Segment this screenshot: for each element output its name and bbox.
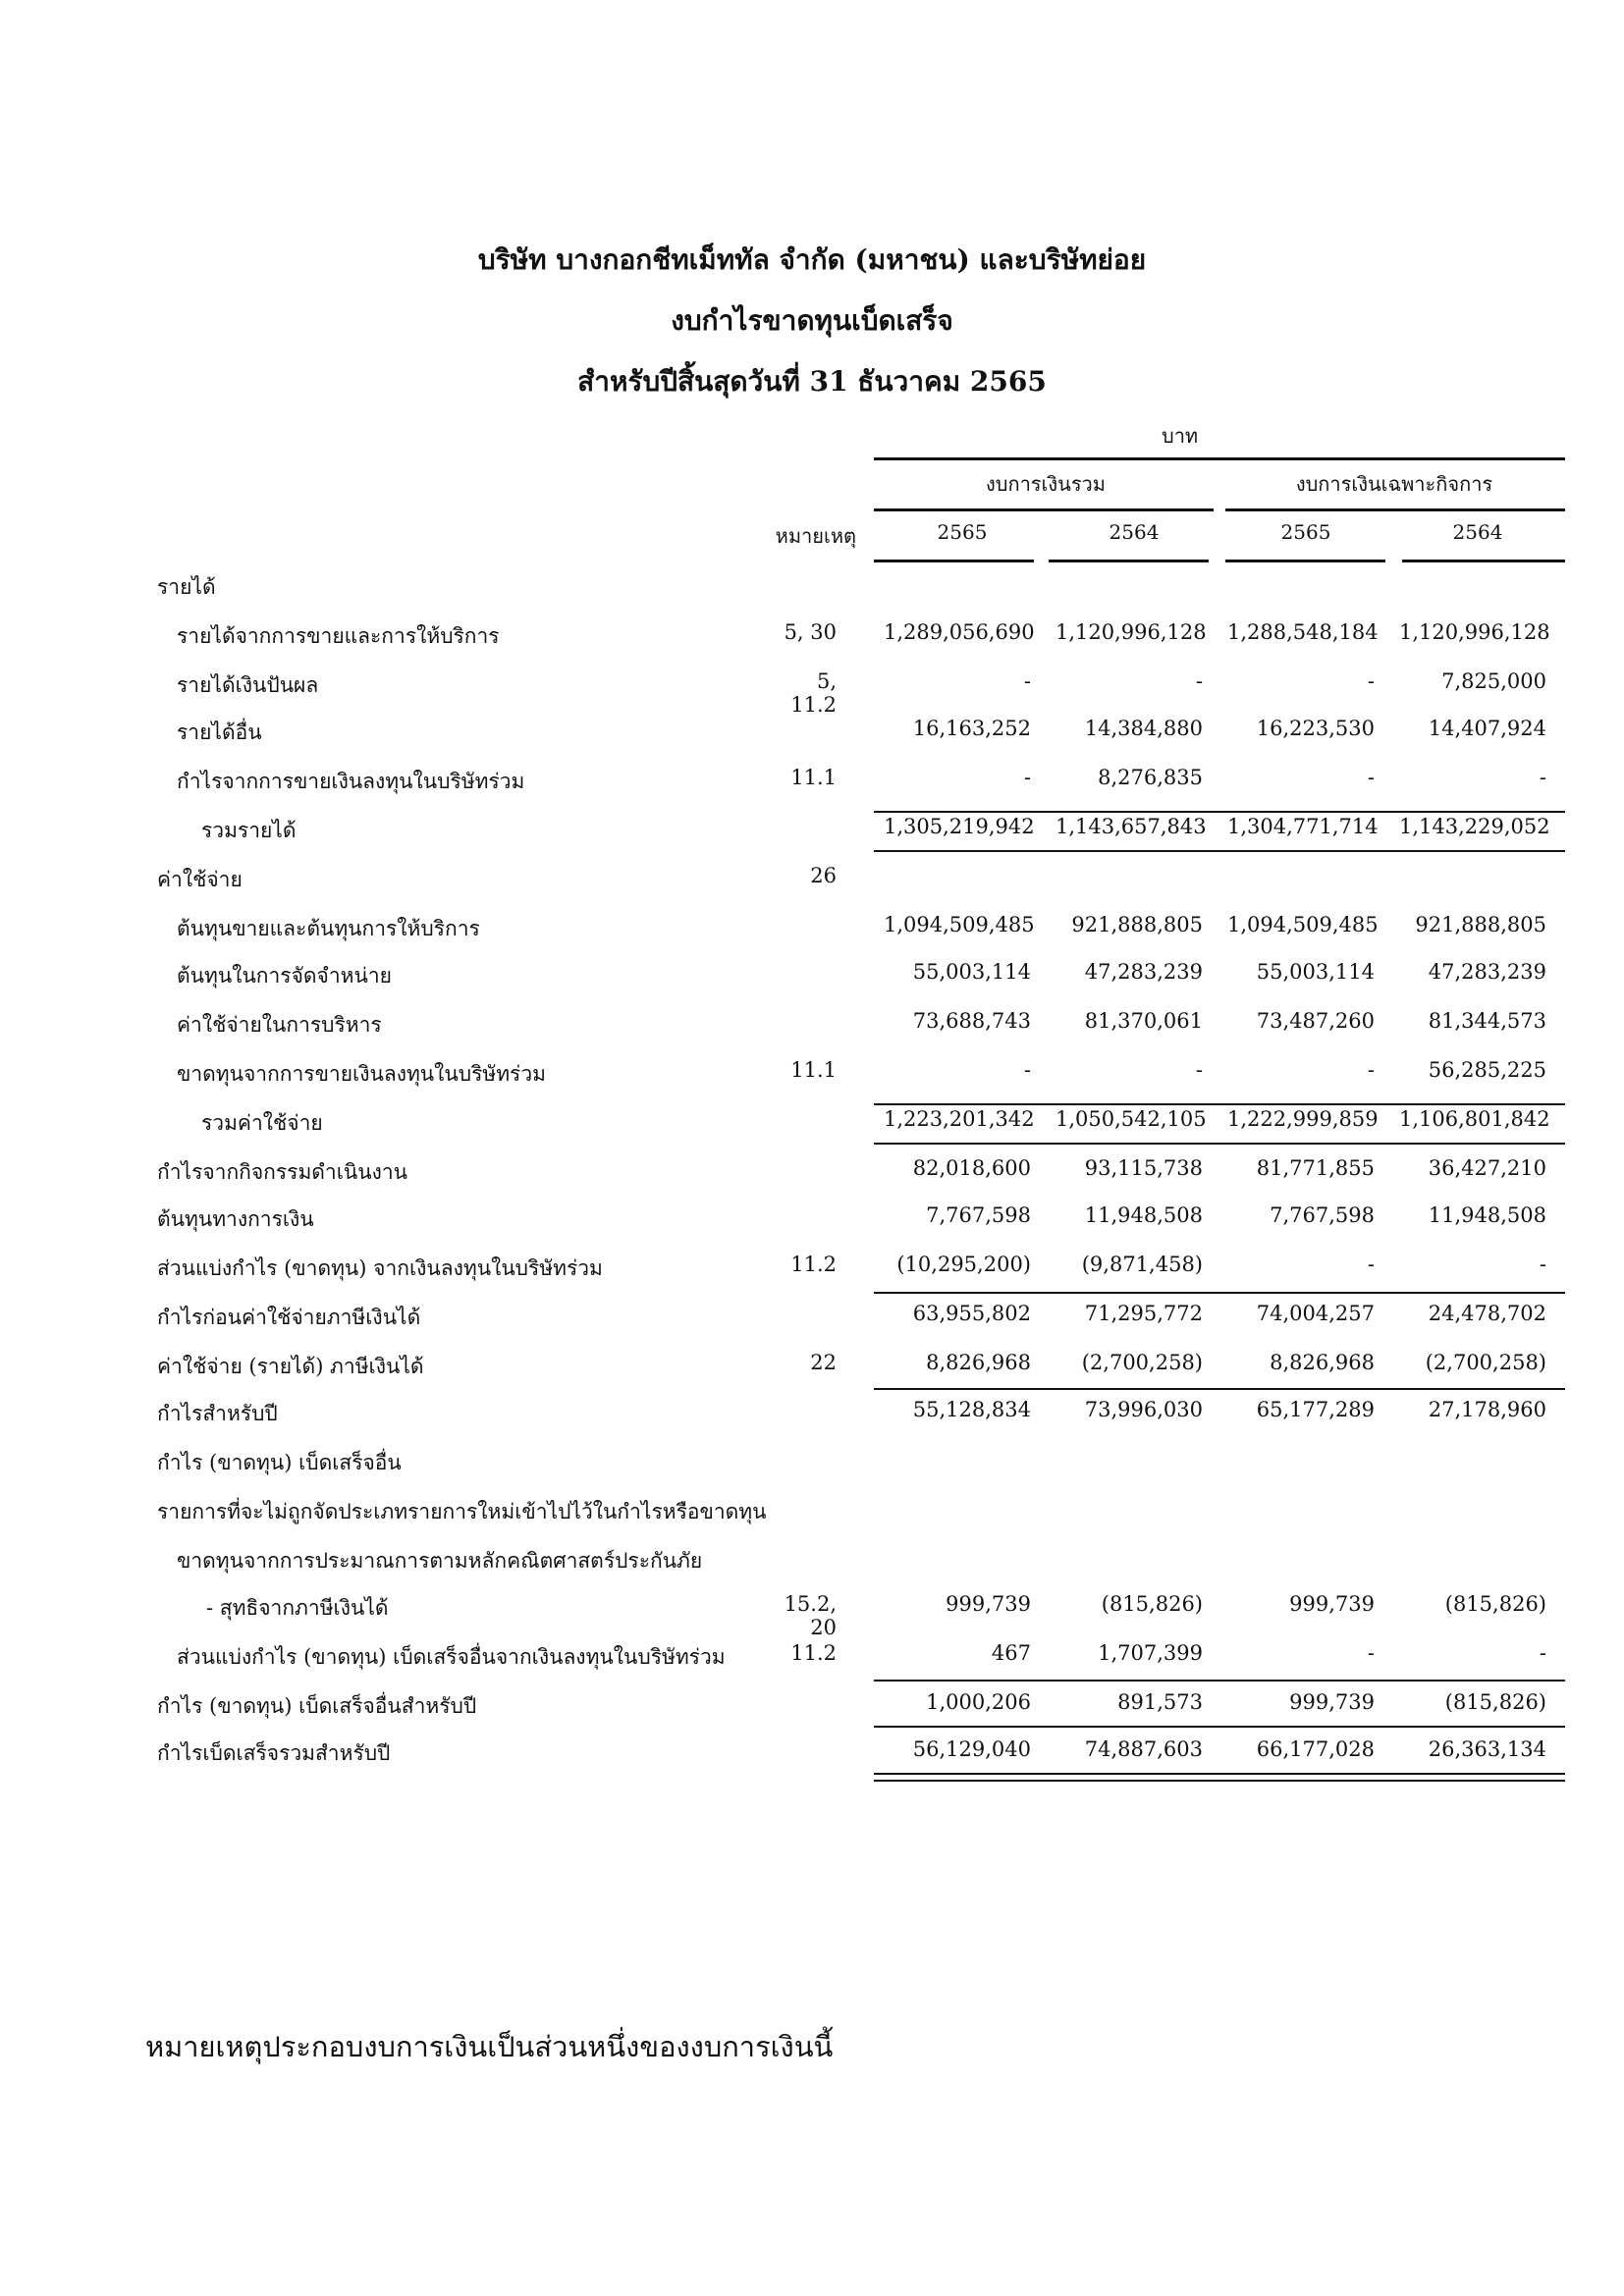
table-row: [0, 1398, 1624, 1427]
notes-column-header: หมายเหตุ: [775, 524, 856, 548]
row-label: รายการที่จะไม่ถูกจัดประเภทรายการใหม่เข้าไปไว้ในกำไรหรือขาดทุน: [157, 1500, 767, 1523]
row-value-2: -: [1195, 669, 1203, 693]
row-label: กำไรเบ็ดเสร็จรวมสำหรับปี: [157, 1741, 391, 1765]
row-value-4: 24,478,702: [1428, 1302, 1546, 1325]
rule-above-total-revenue: [874, 811, 1565, 813]
row-value-2: -: [1195, 1058, 1203, 1082]
row-value-4: (815,826): [1444, 1592, 1546, 1616]
row-note: 11.1: [790, 766, 837, 789]
row-value-3: 65,177,289: [1256, 1398, 1375, 1421]
row-value-1: 1,223,201,342: [884, 1107, 1035, 1131]
row-label: กำไร (ขาดทุน) เบ็ดเสร็จอื่นสำหรับปี: [157, 1694, 477, 1718]
row-label: ส่วนแบ่งกำไร (ขาดทุน) เบ็ดเสร็จอื่นจากเงินลงทุนในบริษัทร่วม: [177, 1645, 726, 1669]
table-row: [0, 1156, 1624, 1186]
row-value-4: -: [1539, 1641, 1546, 1665]
row-note: 26: [810, 864, 837, 887]
row-label: ต้นทุนในการจัดจำหน่าย: [177, 964, 392, 988]
row-value-3: -: [1367, 1641, 1375, 1665]
unit-underline: [874, 457, 1565, 460]
table-row: [0, 1009, 1624, 1039]
table-row: [0, 1592, 1624, 1639]
row-value-3: -: [1367, 669, 1375, 693]
row-value-4: 56,285,225: [1428, 1058, 1546, 1082]
row-value-2: 1,143,657,843: [1056, 815, 1207, 838]
row-value-2: (815,826): [1101, 1592, 1203, 1616]
row-label: กำไรก่อนค่าใช้จ่ายภาษีเงินได้: [157, 1306, 421, 1329]
row-value-1: -: [1023, 669, 1031, 693]
row-value-1: 1,094,509,485: [884, 913, 1035, 936]
row-value-1: 999,739: [946, 1592, 1031, 1616]
row-value-2: 891,573: [1117, 1690, 1203, 1714]
table-row: [0, 815, 1624, 844]
row-value-3: -: [1367, 766, 1375, 789]
row-value-3: -: [1367, 1058, 1375, 1082]
group-separate-label: งบการเงินเฉพาะกิจการ: [1295, 472, 1493, 496]
row-label: กำไร (ขาดทุน) เบ็ดเสร็จอื่น: [157, 1451, 402, 1474]
table-row: [0, 571, 1624, 601]
row-label: กำไรจากกิจกรรมดำเนินงาน: [157, 1160, 408, 1184]
year-underline-4: [1402, 560, 1565, 562]
row-note: 22: [810, 1351, 837, 1374]
company-title: บริษัท บางกอกชีทเม็ททัล จำกัด (มหาชน) และบริษัทย่อย: [477, 243, 1147, 276]
table-row: [0, 1496, 1624, 1525]
row-label: - สุทธิจากภาษีเงินได้: [206, 1596, 389, 1620]
row-value-3: -: [1367, 1253, 1375, 1276]
row-note: 5, 11.2: [790, 669, 837, 717]
row-value-4: 1,120,996,128: [1399, 620, 1550, 644]
row-label: ส่วนแบ่งกำไร (ขาดทุน) จากเงินลงทุนในบริษัทร่วม: [157, 1256, 603, 1280]
table-row: [0, 1690, 1624, 1720]
row-value-1: 55,003,114: [912, 960, 1031, 984]
year-header-2: 2564: [1109, 520, 1160, 544]
row-value-2: 71,295,772: [1084, 1302, 1203, 1325]
row-value-3: 1,288,548,184: [1227, 620, 1379, 644]
row-value-2: 11,948,508: [1084, 1203, 1203, 1227]
row-value-4: 47,283,239: [1428, 960, 1546, 984]
row-value-4: 1,106,801,842: [1399, 1107, 1550, 1131]
row-value-3: 55,003,114: [1256, 960, 1375, 984]
year-header-3: 2565: [1280, 520, 1331, 544]
double-rule-bottom: [874, 1773, 1565, 1782]
row-label: กำไรจากการขายเงินลงทุนในบริษัทร่วม: [177, 770, 525, 793]
row-value-4: 921,888,805: [1415, 913, 1546, 936]
row-value-2: 1,707,399: [1098, 1641, 1203, 1665]
row-label: ต้นทุนทางการเงิน: [157, 1207, 314, 1231]
row-label: รายได้: [157, 575, 216, 599]
row-value-1: 16,163,252: [912, 717, 1031, 740]
row-value-1: 1,000,206: [926, 1690, 1031, 1714]
row-value-2: (2,700,258): [1081, 1351, 1203, 1374]
row-value-2: 1,120,996,128: [1056, 620, 1207, 644]
group-separate-underline: [1225, 508, 1565, 511]
row-value-4: 14,407,924: [1428, 717, 1546, 740]
row-note: 11.2: [790, 1253, 837, 1276]
row-value-2: 1,050,542,105: [1056, 1107, 1207, 1131]
row-value-1: 82,018,600: [912, 1156, 1031, 1180]
row-value-2: 81,370,061: [1084, 1009, 1203, 1033]
row-label: รายได้จากการขายและการให้บริการ: [177, 624, 500, 648]
table-row: [0, 913, 1624, 942]
rule-below-total-expenses: [874, 1143, 1565, 1145]
row-value-3: 1,094,509,485: [1227, 913, 1379, 936]
table-row: [0, 1107, 1624, 1137]
row-value-2: (9,871,458): [1081, 1253, 1203, 1276]
row-value-1: 7,767,598: [926, 1203, 1031, 1227]
row-value-2: 47,283,239: [1084, 960, 1203, 984]
row-note: 15.2, 20: [784, 1592, 837, 1639]
row-label: รวมค่าใช้จ่าย: [201, 1111, 323, 1135]
row-label: ค่าใช้จ่าย (รายได้) ภาษีเงินได้: [157, 1355, 424, 1378]
row-label: รายได้เงินปันผล: [177, 673, 319, 697]
table-row: [0, 766, 1624, 795]
table-row: [0, 620, 1624, 650]
rule-above-profit-for-year: [874, 1388, 1565, 1390]
table-row: [0, 1641, 1624, 1671]
unit-label: บาท: [1162, 424, 1199, 448]
table-row: [0, 1351, 1624, 1380]
table-row: [0, 864, 1624, 893]
row-value-3: 7,767,598: [1270, 1203, 1375, 1227]
row-label: ค่าใช้จ่าย: [157, 868, 243, 891]
table-row: [0, 1302, 1624, 1331]
row-value-1: -: [1023, 766, 1031, 789]
rule-above-total-expenses: [874, 1103, 1565, 1105]
row-label: ค่าใช้จ่ายในการบริหาร: [177, 1013, 382, 1037]
row-value-2: 74,887,603: [1084, 1737, 1203, 1761]
group-consolidated-label: งบการเงินรวม: [986, 472, 1106, 496]
row-value-3: 8,826,968: [1270, 1351, 1375, 1374]
row-value-1: 55,128,834: [912, 1398, 1031, 1421]
row-value-1: 73,688,743: [912, 1009, 1031, 1033]
row-value-1: 1,305,219,942: [884, 815, 1035, 838]
row-value-1: 56,129,040: [912, 1737, 1031, 1761]
row-value-3: 73,487,260: [1256, 1009, 1375, 1033]
table-row: [0, 1203, 1624, 1233]
row-value-3: 999,739: [1289, 1690, 1375, 1714]
row-value-4: -: [1539, 1253, 1546, 1276]
row-value-4: 36,427,210: [1428, 1156, 1546, 1180]
row-value-4: 26,363,134: [1428, 1737, 1546, 1761]
row-value-3: 1,304,771,714: [1227, 815, 1379, 838]
row-value-1: 467: [991, 1641, 1031, 1665]
rule-below-total-revenue: [874, 850, 1565, 852]
row-value-4: 11,948,508: [1428, 1203, 1546, 1227]
rule-above-total-comprehensive: [874, 1726, 1565, 1728]
row-note: 5, 30: [784, 620, 837, 644]
footer-note: หมายเหตุประกอบงบการเงินเป็นส่วนหนึ่งของงบการเงินนี้: [145, 2030, 834, 2063]
row-value-4: (815,826): [1444, 1690, 1546, 1714]
row-label: ขาดทุนจากการประมาณการตามหลักคณิตศาสตร์ประกันภัย: [177, 1549, 703, 1573]
row-value-4: 81,344,573: [1428, 1009, 1546, 1033]
table-row: [0, 717, 1624, 746]
row-value-2: 14,384,880: [1084, 717, 1203, 740]
statement-title: งบกำไรขาดทุนเบ็ดเสร็จ: [671, 304, 953, 337]
row-label: รวมรายได้: [201, 819, 297, 842]
row-value-4: 27,178,960: [1428, 1398, 1546, 1421]
row-value-1: (10,295,200): [896, 1253, 1031, 1276]
table-row: [0, 960, 1624, 989]
year-header-4: 2564: [1452, 520, 1503, 544]
table-row: [0, 669, 1624, 717]
group-consolidated-underline: [874, 508, 1214, 511]
table-row: [0, 1058, 1624, 1088]
row-value-3: 81,771,855: [1256, 1156, 1375, 1180]
row-label: ขาดทุนจากการขายเงินลงทุนในบริษัทร่วม: [177, 1062, 546, 1086]
rule-above-profit-before-tax: [874, 1292, 1565, 1294]
row-value-3: 66,177,028: [1256, 1737, 1375, 1761]
row-value-1: 8,826,968: [926, 1351, 1031, 1374]
row-note: 11.2: [790, 1641, 837, 1665]
row-value-3: 74,004,257: [1256, 1302, 1375, 1325]
row-value-4: 7,825,000: [1441, 669, 1546, 693]
row-value-2: 93,115,738: [1084, 1156, 1203, 1180]
row-label: กำไรสำหรับปี: [157, 1402, 278, 1425]
row-value-1: -: [1023, 1058, 1031, 1082]
row-label: ต้นทุนขายและต้นทุนการให้บริการ: [177, 917, 480, 940]
row-label: รายได้อื่น: [177, 721, 262, 744]
row-note: 11.1: [790, 1058, 837, 1082]
table-row: [0, 1737, 1624, 1767]
row-value-2: 8,276,835: [1098, 766, 1203, 789]
row-value-1: 1,289,056,690: [884, 620, 1035, 644]
table-row: [0, 1253, 1624, 1282]
row-value-4: -: [1539, 766, 1546, 789]
row-value-4: 1,143,229,052: [1399, 815, 1550, 838]
table-row: [0, 1447, 1624, 1476]
rule-above-oci-for-year: [874, 1680, 1565, 1682]
table-row: [0, 1545, 1624, 1575]
year-underline-3: [1225, 560, 1385, 562]
row-value-3: 999,739: [1289, 1592, 1375, 1616]
row-value-2: 73,996,030: [1084, 1398, 1203, 1421]
year-underline-1: [874, 560, 1034, 562]
row-value-3: 1,222,999,859: [1227, 1107, 1379, 1131]
year-underline-2: [1049, 560, 1209, 562]
row-value-1: 63,955,802: [912, 1302, 1031, 1325]
row-value-4: (2,700,258): [1425, 1351, 1546, 1374]
period-title: สำหรับปีสิ้นสุดวันที่ 31 ธันวาคม 2565: [577, 365, 1047, 398]
row-value-3: 16,223,530: [1256, 717, 1375, 740]
year-header-1: 2565: [937, 520, 988, 544]
row-value-2: 921,888,805: [1071, 913, 1203, 936]
